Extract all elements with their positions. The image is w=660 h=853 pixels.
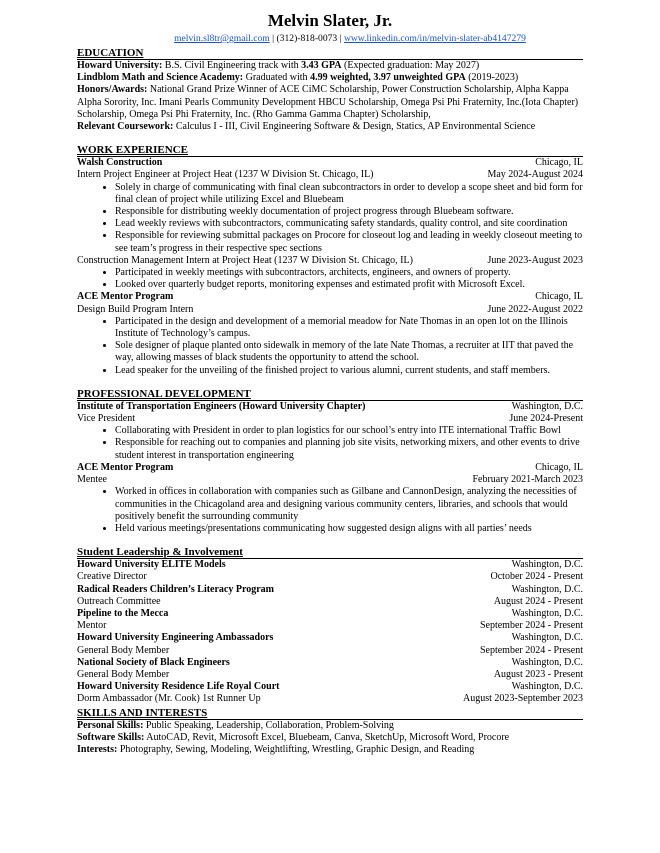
bullet-item: • Participated in the design and development of a memorial meadow for Nate Thomas in an open lot on the Illinois Institute of Technology’s campus. <box>115 316 583 340</box>
bullet-item: • Collaborating with President in order to plan logistics for our school’s entry into ITE international Traffic Bowl <box>115 425 583 437</box>
bullet-item: • Participated in weekly meetings with subcontractors, architects, engineers, and owners of property. <box>115 267 583 279</box>
prof-entry-ace <box>77 462 583 535</box>
bullet-item: • Sole designer of plaque planted onto sidewalk in memory of the late Nate Thomas, a recruiter at IIT that paved the way, allowing masses of black students the opportunity to attend the school. <box>115 340 583 364</box>
resume-page <box>77 10 583 756</box>
location: Chicago, IL <box>535 461 583 473</box>
role: Mentee <box>77 474 107 486</box>
dates: February 2021-March 2023 <box>472 474 583 486</box>
dates: May 2024-August 2024 <box>487 169 583 181</box>
location: Chicago, IL <box>535 291 583 303</box>
linkedin-link[interactable]: www.linkedin.com/in/melvin-slater-ab4147279 <box>343 33 526 44</box>
prof-entry-ite <box>77 401 583 462</box>
leadership-entry: Radical Readers Children’s Literacy Program Washington, D.C. Outreach Committee August 2024 - Present <box>77 583 583 607</box>
bullet-item: • Held various meetings/presentations communicating how suggested design aligns with all parties’ needs <box>115 523 583 535</box>
student-leadership-heading: Student Leadership & Involvement <box>77 546 583 559</box>
bullet-item: • Solely in charge of communicating with final clean subcontractors in order to develop a scope sheet and bid form for final clean of project while utilizing Excel and Bluebeam <box>115 182 583 206</box>
bullet-item: • Responsible for reaching out to companies and planning job site visits, networking mixers, and other events to drive student interest in transportation engineering <box>115 437 583 461</box>
education-line-howard: Howard University: B.S. Civil Engineering track with 3.43 GPA (Expected graduation: May 2027) <box>77 60 480 71</box>
leadership-entry: Howard University Engineering Ambassadors Washington, D.C. General Body Member September 2024 - Present <box>77 632 583 656</box>
location: Washington, D.C. <box>511 400 583 412</box>
leadership-entry: Howard University ELITE Models Washington, D.C. Creative Director October 2024 - Present <box>77 559 583 583</box>
relevant-coursework: Relevant Coursework: Calculus I - III, Civil Engineering Software & Design, Statics, AP Environmental Science <box>77 121 536 133</box>
bullet-item: • Lead speaker for the unveiling of the finished project to various alumni, current students, and staff members. <box>115 365 583 377</box>
honors-awards: Honors/Awards: National Grand Prize Winner of ACE CiMC Scholarship, Power Construction Scholarship, Alpha Kappa Alpha Sorority, Inc. Imani Pearls Community Development HBCU Scholarship, Omega Psi Phi Fraternity, Inc.(Iota Chapter) Scholarship, Omega Psi Phi Fraternity, Inc. (Rho Gamma Gamma Chapter) Scholarship, <box>77 84 579 120</box>
education-line-lindblom: Lindblom Math and Science Academy: Graduated with 4.99 weighted, 3.97 unweighted GPA (2019-2023) <box>77 72 519 84</box>
bullet-item: • Responsible for distributing weekly documentation of project progress through Bluebeam software. <box>115 206 583 218</box>
contact-line <box>117 32 583 46</box>
bullet-item: • Looked over quarterly budget reports, monitoring expenses and estimated profit with Microsoft Excel. <box>115 279 583 291</box>
education-heading: EDUCATION <box>77 47 583 60</box>
phone-text: | (312)-818-0073 | <box>269 33 344 44</box>
bullet-item: • Lead weekly reviews with subcontractors, communicating safety standards, quality control, and site coordination <box>115 218 583 230</box>
work-experience-heading: WORK EXPERIENCE <box>77 144 583 157</box>
work-entry-ace <box>77 291 583 376</box>
dates: June 2024-Present <box>509 413 583 425</box>
org-name: ACE Mentor Program <box>77 461 174 473</box>
org-name: ACE Mentor Program <box>77 291 174 303</box>
candidate-name: Melvin Slater, Jr. <box>267 11 393 30</box>
interests: Interests: Photography, Sewing, Modeling, Weightlifting, Wrestling, Graphic Design, and Reading <box>77 743 475 755</box>
role: Intern Project Engineer at Project Heat (1237 W Division St. Chicago, IL) <box>77 169 374 181</box>
leadership-entry: Pipeline to the Mecca Washington, D.C. Mentor September 2024 - Present <box>77 607 583 632</box>
work-entry-walsh <box>77 157 583 291</box>
dates: June 2022-August 2022 <box>487 303 583 315</box>
role: Vice President <box>77 413 135 425</box>
bullet-item: • Worked in offices in collaboration with companies such as Gilbane and CannonDesign, analyzing the necessities of communities in the Chicagoland area and designing various community centers, libraries, and schools that would positively benefit the surrounding community <box>115 486 583 523</box>
location: Chicago, IL <box>535 157 583 169</box>
professional-development-heading: PROFESSIONAL DEVELOPMENT <box>77 388 583 401</box>
leadership-entry: National Society of Black Engineers Washington, D.C. General Body Member August 2023 - Present <box>77 656 583 680</box>
leadership-entry: Howard University Residence Life Royal Court Washington, D.C. Dorm Ambassador (Mr. Cook) 1st Runner Up August 2023-September 2023 <box>77 681 583 705</box>
personal-skills: Personal Skills: Public Speaking, Leadership, Collaboration, Problem-Solving <box>77 719 394 731</box>
role: Construction Management Intern at Project Heat (1237 W Division St. Chicago, IL) <box>77 254 413 266</box>
skills-heading: SKILLS AND INTERESTS <box>77 707 583 720</box>
org-name: Institute of Transportation Engineers (Howard University Chapter) <box>77 400 366 412</box>
role: Design Build Program Intern <box>77 303 194 315</box>
dates: June 2023-August 2023 <box>487 254 583 266</box>
software-skills: Software Skills: AutoCAD, Revit, Microsoft Excel, Bluebeam, Canva, SketchUp, Microsoft Word, Procore <box>77 731 510 743</box>
email-link[interactable]: melvin.sl8tr@gmail.com <box>174 33 270 44</box>
org-name: Walsh Construction <box>77 157 163 169</box>
bullet-item: • Responsible for reviewing submittal packages on Procore for closeout log and leading in weekly closeout meeting to see team’s progress in their respective spec sections <box>115 230 583 254</box>
